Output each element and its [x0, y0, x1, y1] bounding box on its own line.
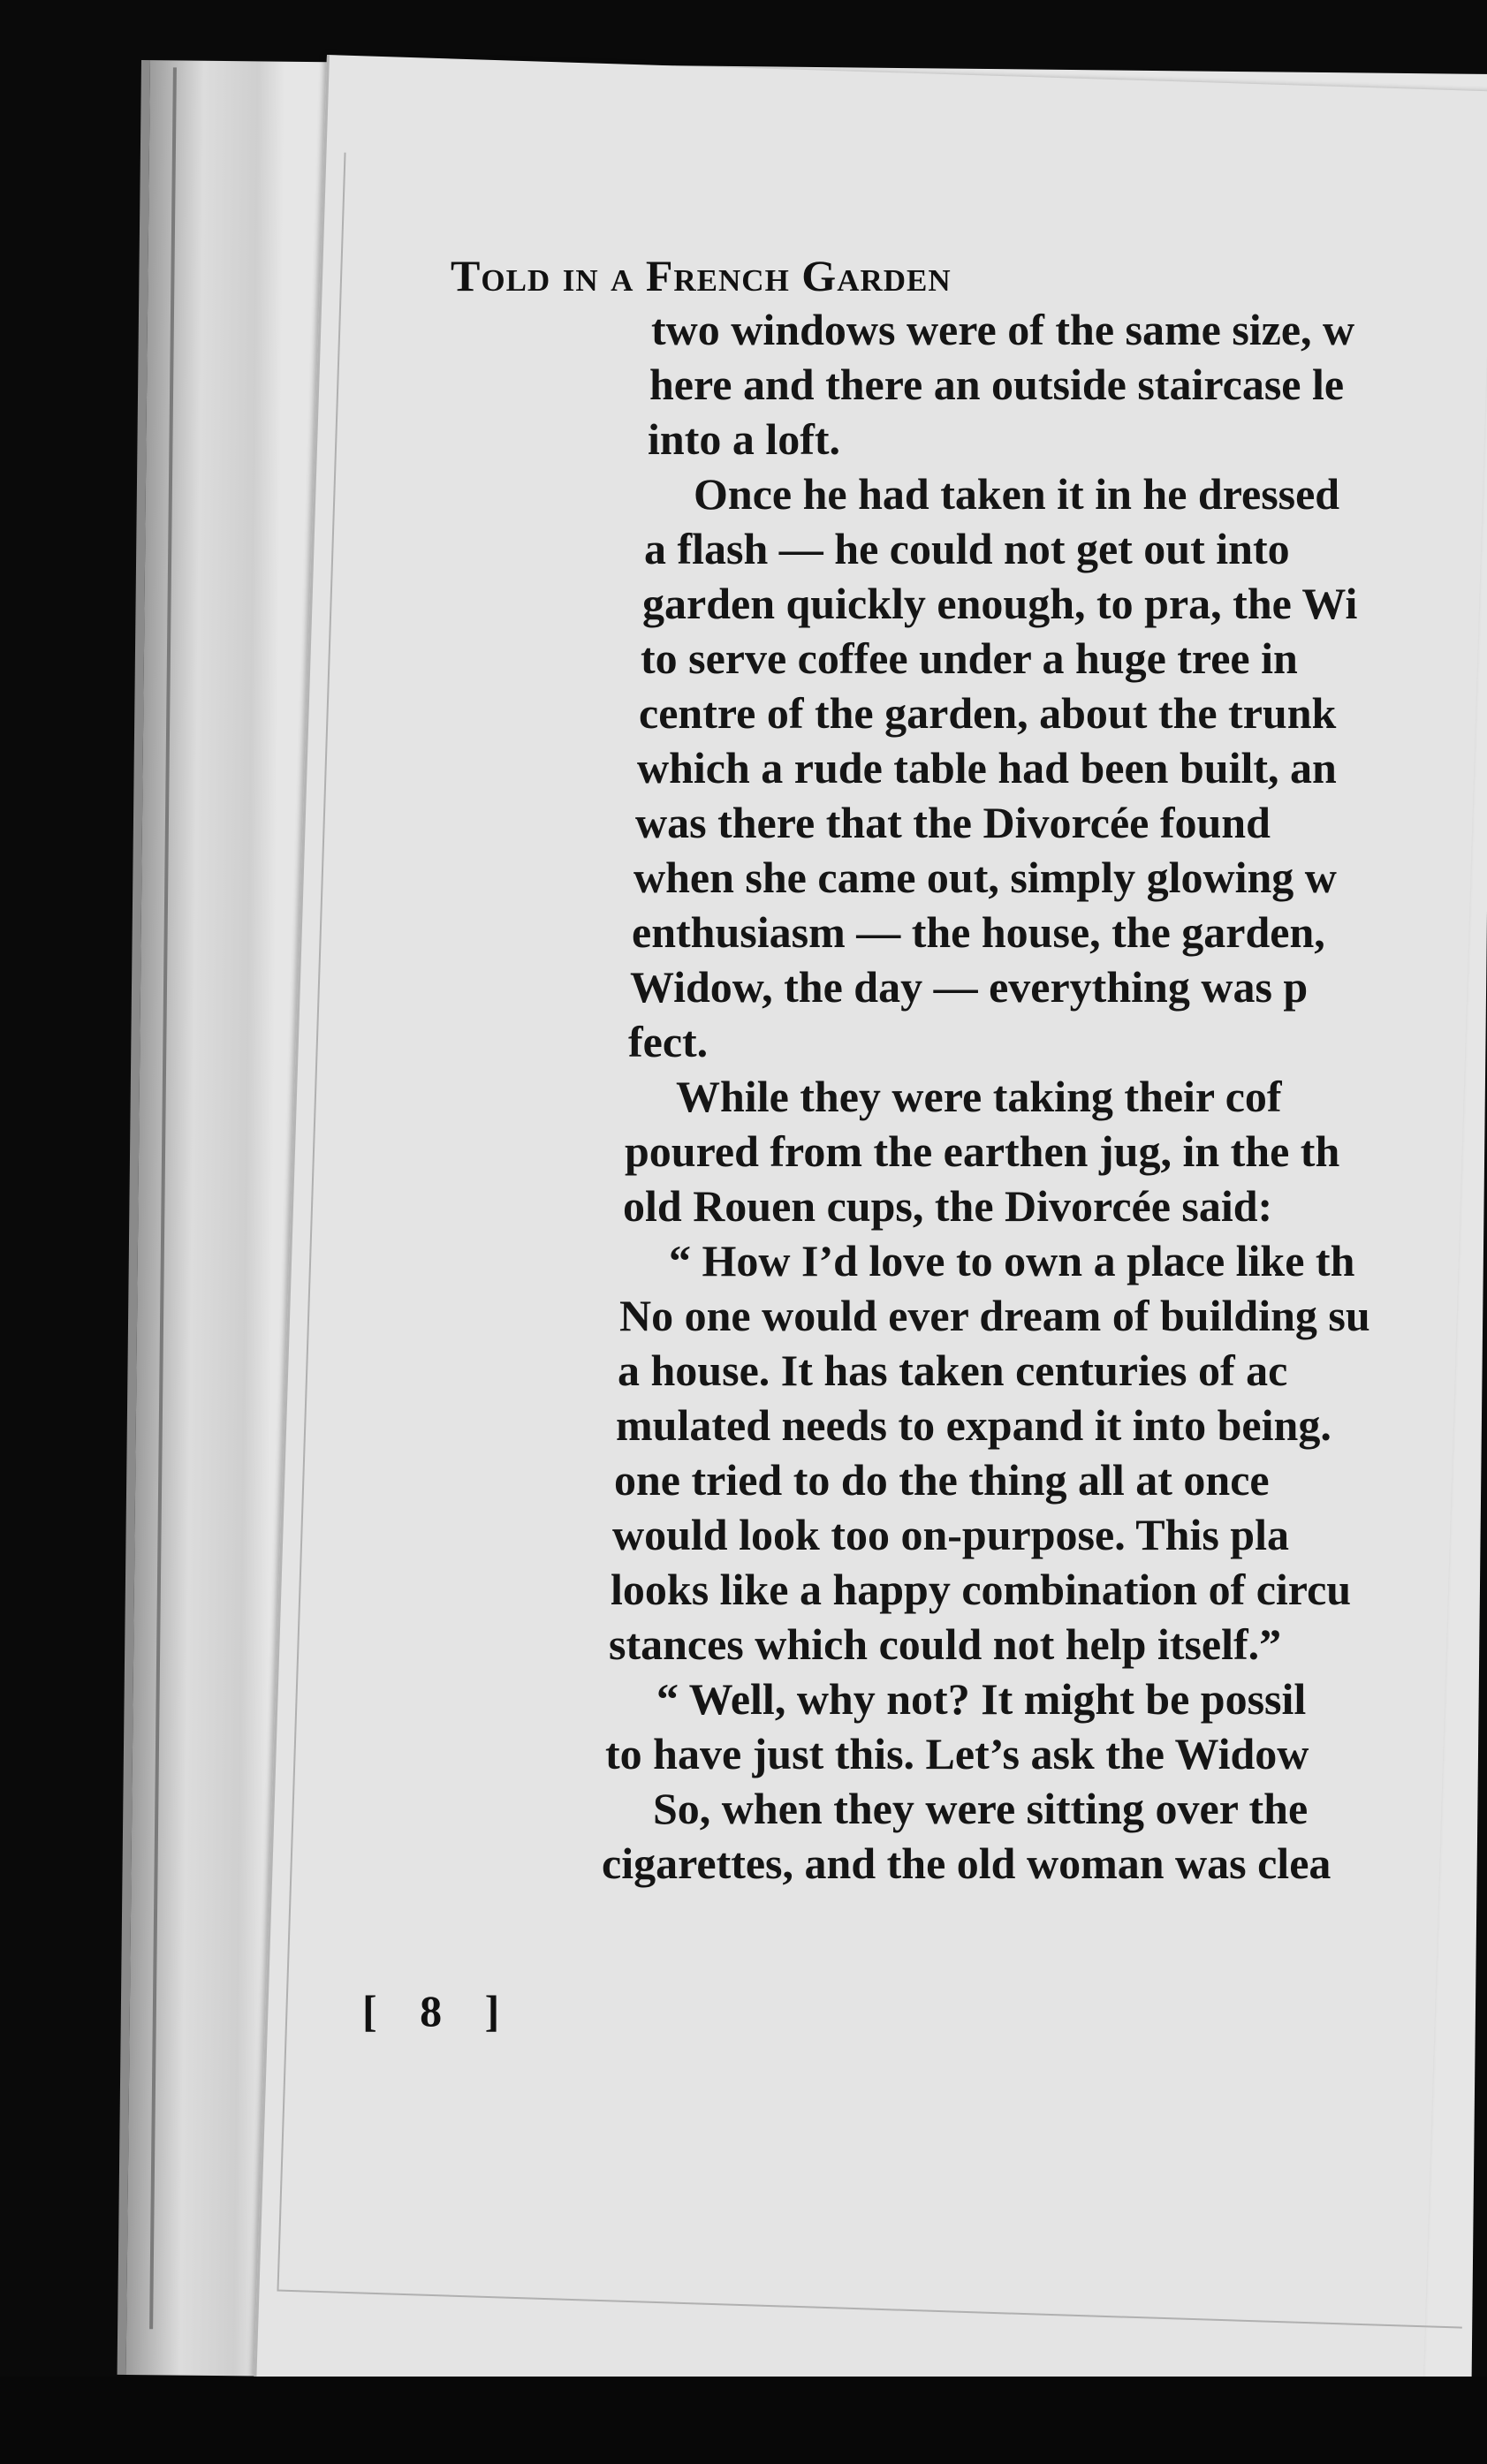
text-line: one tried to do the thing all at once	[614, 1455, 1270, 1505]
text-line: While they were taking their cof	[676, 1072, 1282, 1121]
text-line: two windows were of the same size, w	[651, 305, 1355, 354]
text-line: to serve coffee under a huge tree in	[641, 633, 1298, 683]
text-line: stances which could not help itself.”	[609, 1619, 1282, 1669]
text-line: cigarettes, and the old woman was clea	[602, 1839, 1331, 1888]
text-line: when she came out, simply glowing w	[633, 853, 1337, 902]
text-line: “ Well, why not? It might be possil	[656, 1674, 1307, 1724]
text-line: looks like a happy combination of circu	[611, 1565, 1352, 1614]
text-line: would look too on-purpose. This pla	[612, 1510, 1289, 1559]
text-line: mulated needs to expand it into being.	[616, 1400, 1331, 1450]
text-line: here and there an outside staircase le	[649, 360, 1345, 409]
text-line: was there that the Divorcée found	[635, 798, 1271, 847]
text-line: which a rude table had been built, an	[637, 743, 1337, 792]
text-line: So, when they were sitting over the	[653, 1784, 1309, 1833]
text-line: a house. It has taken centuries of ac	[618, 1346, 1288, 1395]
text-line: into a loft.	[648, 414, 841, 464]
text-line: poured from the earthen jug, in the th	[625, 1126, 1340, 1176]
running-head: Told in a French Garden	[451, 251, 952, 300]
text-line: Once he had taken it in he dressed	[694, 469, 1340, 519]
text-line: garden quickly enough, to pra, the Wi	[642, 579, 1358, 628]
text-line: to have just this. Let’s ask the Widow	[605, 1729, 1309, 1778]
page-number: [ 8 ]	[362, 1986, 516, 2036]
text-line: No one would ever dream of building su	[619, 1291, 1370, 1340]
text-line: “ How I’d love to own a place like th	[669, 1236, 1355, 1285]
text-line: a flash — he could not get out into	[644, 524, 1290, 573]
text-line: centre of the garden, about the trunk	[639, 688, 1337, 738]
text-line: Widow, the day — everything was p	[630, 962, 1309, 1012]
scan-background	[0, 2377, 1487, 2464]
text-line: old Rouen cups, the Divorcée said:	[623, 1181, 1273, 1231]
text-line: enthusiasm — the house, the garden,	[632, 907, 1325, 957]
body-text	[305, 302, 1487, 1891]
text-line: fect.	[628, 1017, 709, 1066]
